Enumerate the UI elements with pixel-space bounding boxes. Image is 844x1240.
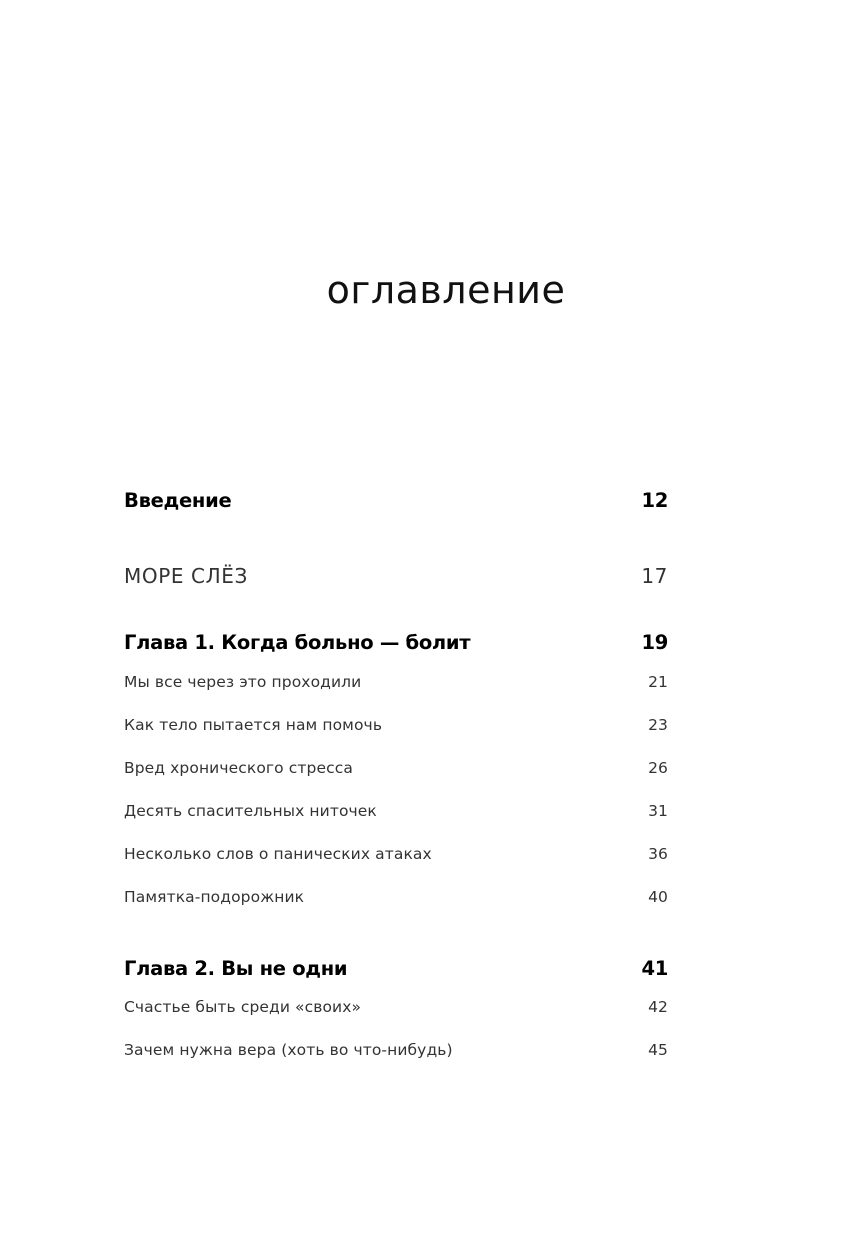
- toc-entry-label: Несколько слов о панических атаках: [124, 845, 432, 863]
- toc-entry-page: 41: [641, 957, 668, 980]
- toc-entry-chapter-2: [124, 957, 668, 980]
- toc-entry-section: [124, 998, 668, 1016]
- toc-entry-label: МОРЕ СЛЁЗ: [124, 564, 248, 588]
- toc-entry-page: 26: [648, 759, 668, 777]
- toc-entry-label: Мы все через это проходили: [124, 673, 362, 691]
- toc-entry-section: [124, 673, 668, 691]
- toc-entry-chapter-1: [124, 631, 668, 654]
- toc-entry-page: 17: [641, 564, 668, 588]
- toc-entry-page: 42: [648, 998, 668, 1016]
- toc-entry-label: Памятка-подорожник: [124, 888, 305, 906]
- toc-entry-label: Глава 2. Вы не одни: [124, 957, 348, 980]
- toc-entry-section: [124, 802, 668, 820]
- toc-entry-section: [124, 716, 668, 734]
- toc-entry-label: Зачем нужна вера (хоть во что-нибудь): [124, 1041, 453, 1059]
- toc-entry-introduction: [124, 489, 668, 512]
- toc-entry-page: 36: [648, 845, 668, 863]
- toc-entry-section: [124, 845, 668, 863]
- toc-entry-section: [124, 888, 668, 906]
- toc-entry-label: Глава 1. Когда больно — болит: [124, 631, 471, 654]
- toc-entry-label: Десять спасительных ниточек: [124, 802, 377, 820]
- toc-entry-page: 40: [648, 888, 668, 906]
- toc-entry-label: Введение: [124, 489, 232, 512]
- toc-entry-part-heading: [124, 564, 668, 588]
- toc-entry-page: 31: [648, 802, 668, 820]
- page-title: оглавление: [326, 268, 566, 312]
- toc-entry-section: [124, 1041, 668, 1059]
- toc-entry-page: 45: [648, 1041, 668, 1059]
- toc-entry-page: 19: [641, 631, 668, 654]
- toc-entry-label: Вред хронического стресса: [124, 759, 353, 777]
- toc-entry-section: [124, 759, 668, 777]
- toc-entry-page: 12: [641, 489, 668, 512]
- toc-entry-page: 21: [648, 673, 668, 691]
- toc-entry-page: 23: [648, 716, 668, 734]
- toc-entry-label: Как тело пытается нам помочь: [124, 716, 383, 734]
- toc-entry-label: Счастье быть среди «своих»: [124, 998, 362, 1016]
